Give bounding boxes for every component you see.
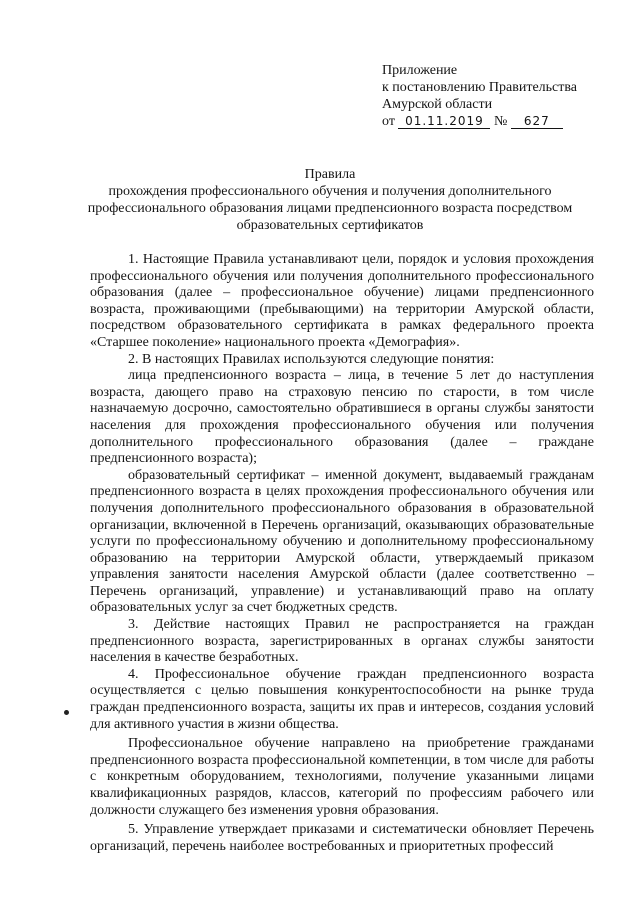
appendix-title: Приложение [382, 63, 458, 78]
paragraph-4: 4. Профессиональное обучение граждан предпенсионного возраста осуществляется с целью повышения конкурентоспособности на рынке труда граждан предпенсионного возраста, защиты их прав и интересов, создания условий для активного участия в жизни общества. [90, 666, 594, 732]
paragraph-3: 3. Действие настоящих Правил не распространяется на граждан предпенсионного возраста, зарегистрированных в органах службы занятости населения в качестве безработных. [90, 617, 594, 666]
rules-title-block [80, 166, 580, 234]
rules-subtitle: прохождения профессионального обучения и получения дополнительного профессионального образования лицами предпенсионного возраста посредством образовательных сертификатов [87, 184, 573, 233]
appendix-region: Амурской области [382, 97, 493, 112]
paragraph-1: 1. Настоящие Правила устанавливают цели, порядок и условия прохождения профессионального обучения или получения дополнительного профессионального образования (далее – профессиональное обучение) лицами предпенсионного возраста, проживающими (пребывающими) на территории Амурской области, посредством образовательного сертификата в рамках федерального проекта «Старшее поколение» национального проекта «Демография». [90, 252, 594, 350]
date-prefix: от [382, 114, 395, 129]
appendix-header [382, 62, 577, 130]
paragraph-2: 2. В настоящих Правилах используются следующие понятия: [128, 351, 495, 367]
paragraph-5: 5. Управление утверждает приказами и систематически обновляет Перечень организаций, перечень наиболее востребованных и приоритетных профессий [90, 822, 594, 854]
appendix-date-line [382, 113, 577, 130]
paragraph-definition-certificate: образовательный сертификат – именной документ, выдаваемый гражданам предпенсионного возраста в целях прохождения профессионального обучения или получения дополнительного профессионального образования в образовательной организации, включенной в Перечень организаций, оказывающих образовательные услуги по профессиональному обучению и дополнительному профессиональному образованию на территории Амурской области, утверждаемый приказом управления занятости населения Амурской области (далее соответственно – Перечень организаций, управление) и устанавливающий право на оплату образовательных услуг за счет бюджетных средств. [90, 467, 594, 616]
handwritten-number: 627 [511, 114, 563, 129]
rules-heading: Правила [304, 167, 356, 182]
scan-speck [64, 710, 69, 715]
appendix-resolution: к постановлению Правительства [382, 80, 578, 95]
paragraph-4-continued: Профессиональное обучение направлено на приобретение гражданами предпенсионного возраста профессиональной компетенции, в том числе для работы с конкретным оборудованием, технологиями, получение указанными лицами квалификационных разрядов, классов, категорий по профессиям рабочего или должности служащего без изменения уровня образования. [90, 736, 594, 818]
paragraph-definition-preretirement: лица предпенсионного возраста – лица, в течение 5 лет до наступления возраста, дающего право на страховую пенсию по старости, в том числе назначаемую досрочно, самостоятельно обратившиеся в органы службы занятости населения для прохождения профессионального обучения или получения дополнительного профессионального образования (далее – граждане предпенсионного возраста); [90, 368, 594, 467]
rules-body [90, 252, 594, 855]
number-sign: № [493, 114, 508, 129]
handwritten-date: 01.11.2019 [398, 114, 490, 129]
